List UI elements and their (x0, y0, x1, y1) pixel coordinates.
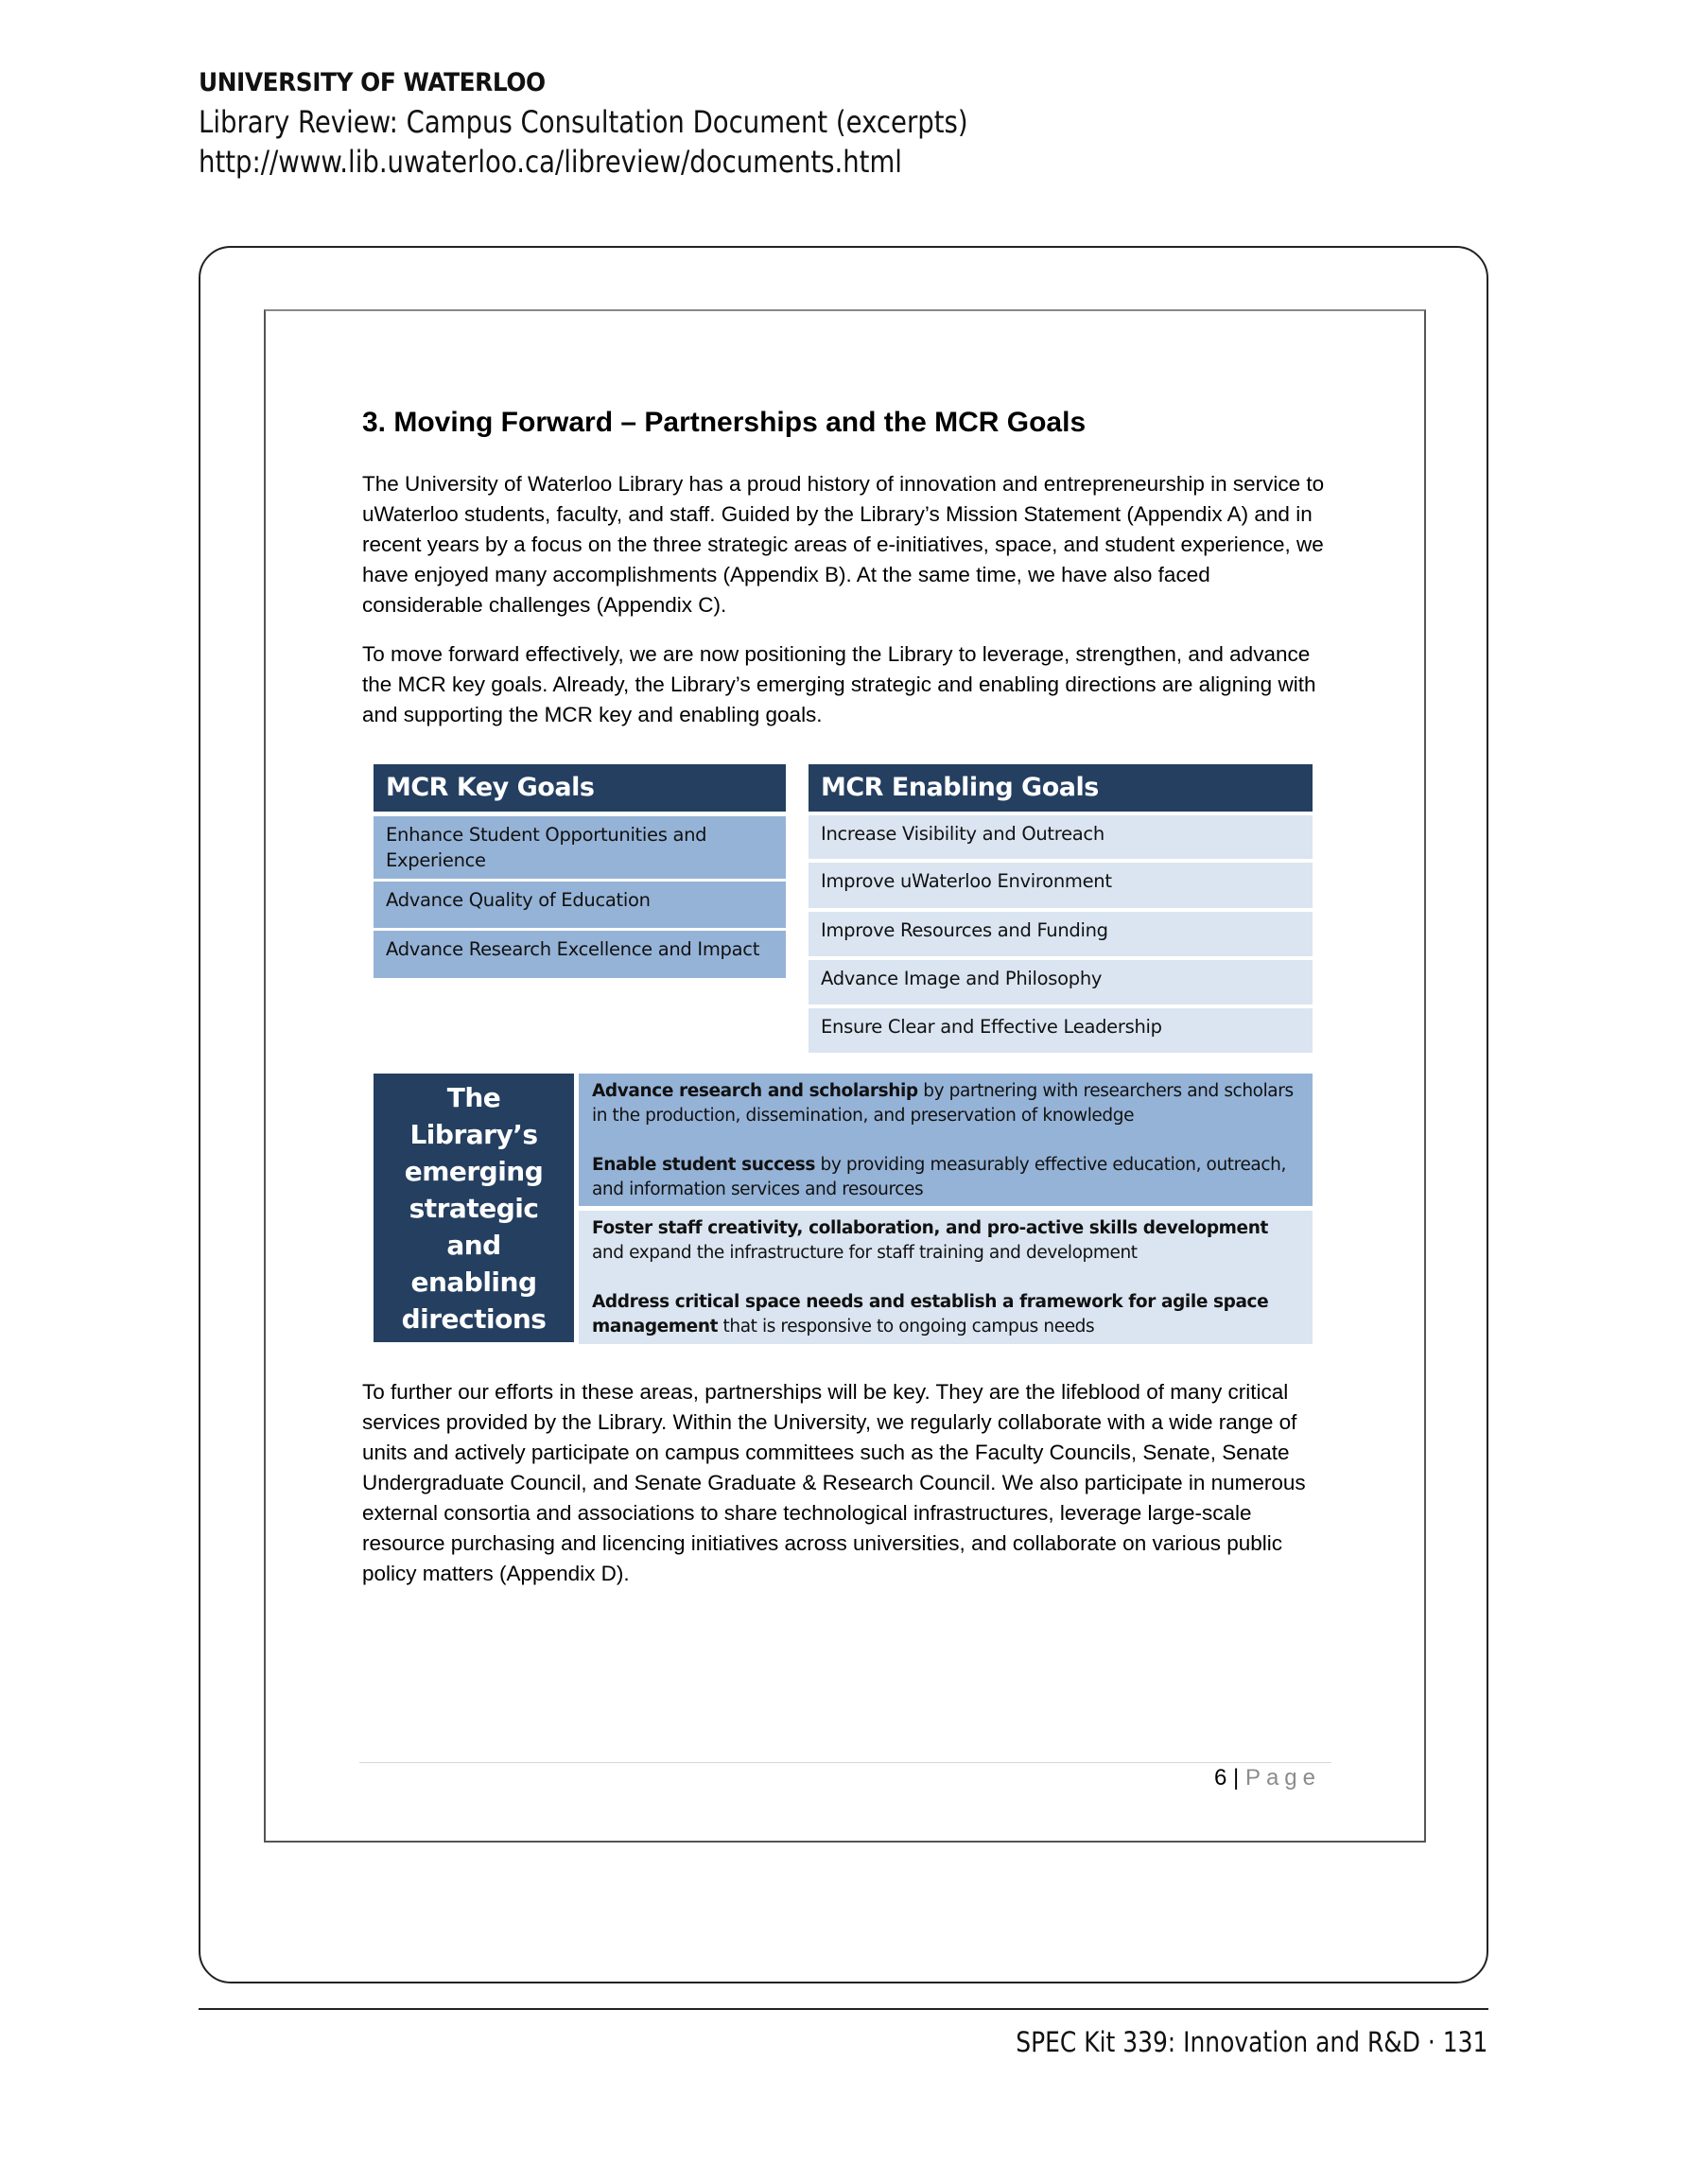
direction-item (592, 1216, 1299, 1266)
enabling-goal-item: Improve uWaterloo Environment (809, 863, 1313, 908)
page-number (1214, 1765, 1321, 1791)
direction-item-text: by providing measurably effective education, outreach, and information services and resources (592, 1155, 1286, 1199)
enabling-goal-item: Advance Image and Philosophy (809, 960, 1313, 1005)
enabling-goal-item: Improve Resources and Funding (809, 912, 1313, 956)
enabling-goal-item: Increase Visibility and Outreach (809, 815, 1313, 859)
organization-name: UNIVERSITY OF WATERLOO (199, 68, 546, 97)
direction-item (592, 1153, 1299, 1202)
page-number-value: 6 (1214, 1765, 1227, 1791)
section-title: 3. Moving Forward – Partnerships and the MCR Goals (362, 407, 1087, 438)
direction-item (592, 1079, 1299, 1128)
enabling-goals-heading: MCR Enabling Goals (809, 764, 1313, 812)
key-goals-heading: MCR Key Goals (374, 764, 786, 812)
direction-item-title: Advance research and scholarship (592, 1081, 918, 1101)
strategic-directions-panel (579, 1074, 1313, 1206)
direction-item-text: that is responsive to ongoing campus needs (718, 1317, 1095, 1337)
document-title: Library Review: Campus Consultation Document (excerpts) (199, 104, 968, 140)
direction-item-text: and expand the infrastructure for staff training and development (592, 1243, 1138, 1263)
key-goal-item: Enhance Student Opportunities and Experience (374, 816, 786, 879)
page-label: Page (1244, 1765, 1321, 1791)
page-footer-divider (359, 1762, 1331, 1763)
directions-heading (374, 1074, 574, 1342)
footer-divider (199, 2008, 1488, 2010)
spec-kit-footer: SPEC Kit 339: Innovation and R&D · 131 (1015, 2026, 1487, 2058)
direction-item-title: Foster staff creativity, collaboration, and pro-active skills development (592, 1218, 1268, 1238)
paragraph-partnerships: To further our efforts in these areas, partnerships will be key. They are the lifeblood of many critical services provided by the Library. Within the University, we regularly collaborate with a wide range of units and actively participate on campus committees such as the Faculty Councils, Senate, Senate Undergraduate Council, and Senate Graduate & Research Council. We also participate in numerous external consortia and associations to share technological infrastructures, leverage large-scale resource purchasing and licencing initiatives across universities, and collaborate on various public policy matters (Appendix D). (362, 1380, 1306, 1585)
direction-item-title: Enable student success (592, 1155, 816, 1175)
source-url: http://www.lib.uwaterloo.ca/libreview/documents.html (199, 144, 902, 180)
paragraph-moving-forward: To move forward effectively, we are now positioning the Library to leverage, strengthen, and advance the MCR key goals. Already, the Library’s emerging strategic and enabling directions are aligning with and supporting the MCR key and enabling goals. (362, 642, 1316, 726)
enabling-directions-panel (579, 1211, 1313, 1344)
direction-item-text: by partnering with researchers and scholars in the production, dissemination, and preservation of knowledge (592, 1081, 1294, 1126)
key-goal-item: Advance Quality of Education (374, 882, 786, 928)
direction-item (592, 1290, 1299, 1339)
key-goal-item: Advance Research Excellence and Impact (374, 931, 786, 978)
page-number-separator: | (1226, 1765, 1245, 1791)
direction-item-title: Address critical space needs and establish a framework for agile space management (592, 1292, 1269, 1337)
enabling-goal-item: Ensure Clear and Effective Leadership (809, 1008, 1313, 1053)
paragraph-intro: The University of Waterloo Library has a proud history of innovation and entrepreneurship in service to uWaterloo students, faculty, and staff. Guided by the Library’s Mission Statement (Appendix A) and in recent years by a focus on the three strategic areas of e-initiatives, space, and student experience, we have enjoyed many accomplishments (Appendix B). At the same time, we have also faced considerable challenges (Appendix C). (362, 472, 1325, 617)
directions-heading-text: The Library’s emerging strategic and enabling directions (401, 1081, 547, 1335)
